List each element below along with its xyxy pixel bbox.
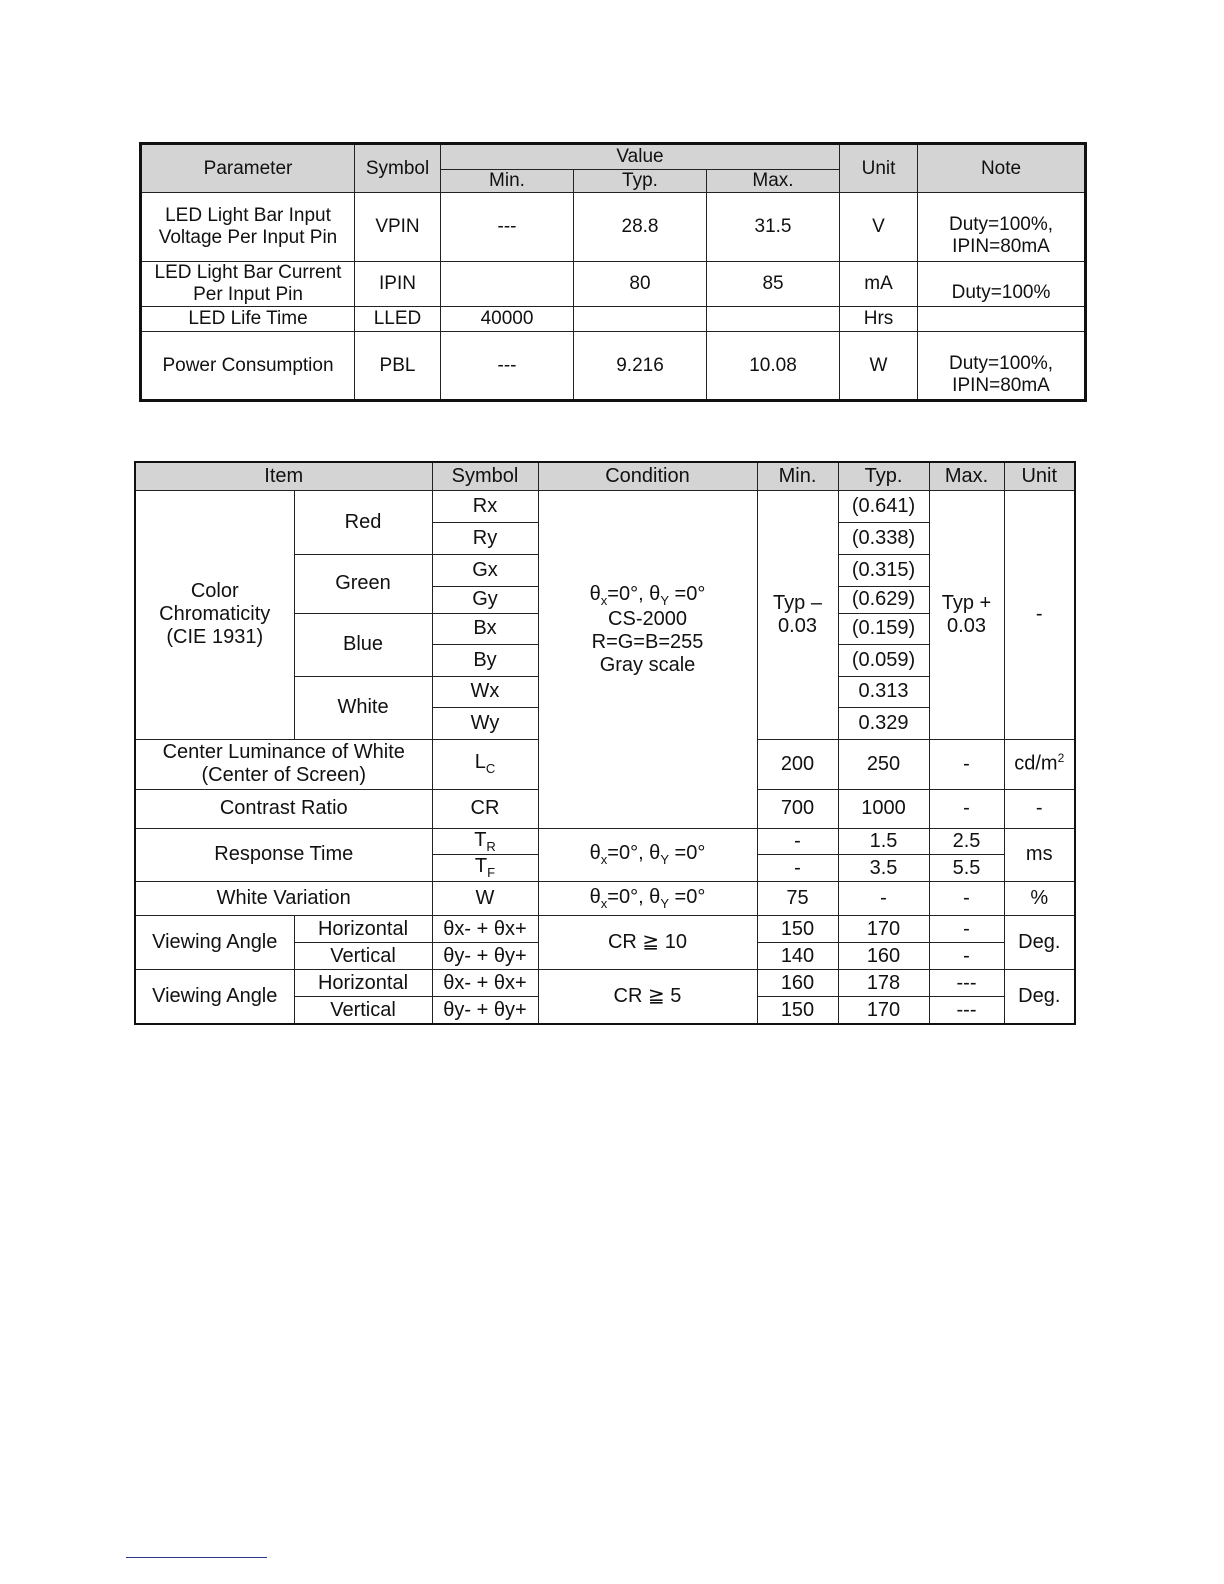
symbol-cell: VPIN <box>355 193 441 262</box>
min-cell: 140 <box>757 943 838 970</box>
table-row <box>135 828 1075 855</box>
table-row <box>141 307 1086 332</box>
condition-cell: $\theta_x=0^\circ$, $\theta_Y =0^\circ$ <box>538 828 757 882</box>
horizontal-label: Horizontal <box>294 970 432 997</box>
typ-cell: (0.159) <box>838 613 929 644</box>
condition-cell: CR ≧ 5 <box>538 970 757 1024</box>
table-row <box>141 193 1086 262</box>
symbol-cell: LLED <box>355 307 441 332</box>
symbol-cell: $L_C$ <box>432 739 538 789</box>
unit-cell: % <box>1004 882 1075 916</box>
condition-cell: CR ≧ 10 <box>538 916 757 970</box>
max-cell: 10.08 <box>707 332 840 401</box>
typ-cell: 250 <box>838 739 929 789</box>
typ-cell: (0.338) <box>838 522 929 554</box>
blue-label: Blue <box>294 613 432 676</box>
note-cell: Duty=100%, IPIN=80mA <box>918 193 1086 262</box>
luminance-label: Center Luminance of White (Center of Screen) <box>135 739 432 789</box>
max-cell: --- <box>929 970 1004 997</box>
unit-cell: - <box>1004 490 1075 739</box>
max-cell: - <box>929 916 1004 943</box>
max-cell: 5.5 <box>929 855 1004 882</box>
table-row <box>135 916 1075 943</box>
vertical-label: Vertical <box>294 997 432 1024</box>
min-cell: Typ – 0.03 <box>757 490 838 739</box>
viewing-angle-label: Viewing Angle <box>135 916 294 970</box>
min-cell: 160 <box>757 970 838 997</box>
table-row <box>135 882 1075 916</box>
contrast-label: Contrast Ratio <box>135 789 432 828</box>
typ-cell: 160 <box>838 943 929 970</box>
typ-cell: 170 <box>838 997 929 1024</box>
typ-cell: - <box>838 882 929 916</box>
header-unit: Unit <box>840 144 918 193</box>
header-min: Min. <box>441 170 574 193</box>
parameter-cell: LED Life Time <box>141 307 355 332</box>
note-cell <box>918 307 1086 332</box>
red-label: Red <box>294 490 432 554</box>
condition-cell: $\theta_x=0^\circ$, $\theta_Y =0^\circ$ CS-2000 R=G=B=255 Gray scale <box>538 490 757 828</box>
min-cell: 75 <box>757 882 838 916</box>
vertical-label: Vertical <box>294 943 432 970</box>
typ-cell: (0.641) <box>838 490 929 522</box>
table-row <box>135 970 1075 997</box>
min-cell: 150 <box>757 916 838 943</box>
max-cell: - <box>929 882 1004 916</box>
symbol-cell: By <box>432 644 538 676</box>
header-value: Value <box>441 144 840 170</box>
symbol-cell: Ry <box>432 522 538 554</box>
typ-cell: 28.8 <box>574 193 707 262</box>
white-label: White <box>294 676 432 739</box>
max-cell: 85 <box>707 262 840 307</box>
response-label: Response Time <box>135 828 432 882</box>
header-typ: Typ. <box>574 170 707 193</box>
min-cell: 40000 <box>441 307 574 332</box>
typ-cell: 178 <box>838 970 929 997</box>
typ-cell: (0.315) <box>838 554 929 586</box>
parameter-cell: Power Consumption <box>141 332 355 401</box>
header-max: Max. <box>707 170 840 193</box>
header-symbol: Symbol <box>432 462 538 490</box>
unit-cell: V <box>840 193 918 262</box>
typ-cell: (0.059) <box>838 644 929 676</box>
max-cell: - <box>929 739 1004 789</box>
typ-cell: 80 <box>574 262 707 307</box>
typ-cell: 3.5 <box>838 855 929 882</box>
symbol-cell: CR <box>432 789 538 828</box>
symbol-cell: $T_F$ <box>432 855 538 882</box>
symbol-cell: Rx <box>432 490 538 522</box>
unit-cell: W <box>840 332 918 401</box>
symbol-cell: IPIN <box>355 262 441 307</box>
footnote-divider <box>126 1557 267 1558</box>
white-variation-label: White Variation <box>135 882 432 916</box>
header-typ: Typ. <box>838 462 929 490</box>
max-cell: - <box>929 943 1004 970</box>
header-item: Item <box>135 462 432 490</box>
symbol-cell: W <box>432 882 538 916</box>
unit-cell: - <box>1004 789 1075 828</box>
typ-cell: 0.329 <box>838 707 929 739</box>
unit-cell: mA <box>840 262 918 307</box>
typ-cell <box>574 307 707 332</box>
min-cell: 700 <box>757 789 838 828</box>
max-cell <box>707 307 840 332</box>
table-row <box>135 490 1075 522</box>
note-cell: Duty=100% <box>918 262 1086 307</box>
min-cell: - <box>757 855 838 882</box>
typ-cell: 0.313 <box>838 676 929 707</box>
symbol-cell: Gx <box>432 554 538 586</box>
color-chromaticity-label: Color Chromaticity (CIE 1931) <box>135 490 294 739</box>
optical-characteristics-table <box>134 461 1076 1025</box>
symbol-cell: Bx <box>432 613 538 644</box>
parameter-cell: LED Light Bar Current Per Input Pin <box>141 262 355 307</box>
symbol-cell: $T_R$ <box>432 828 538 855</box>
header-max: Max. <box>929 462 1004 490</box>
max-cell: Typ + 0.03 <box>929 490 1004 739</box>
unit-cell: Deg. <box>1004 916 1075 970</box>
viewing-angle-label: Viewing Angle <box>135 970 294 1024</box>
unit-cell: Deg. <box>1004 970 1075 1024</box>
green-label: Green <box>294 554 432 613</box>
min-cell: 200 <box>757 739 838 789</box>
horizontal-label: Horizontal <box>294 916 432 943</box>
typ-cell: (0.629) <box>838 586 929 613</box>
symbol-cell: Wx <box>432 676 538 707</box>
condition-cell: $\theta_x=0^\circ$, $\theta_Y =0^\circ$ <box>538 882 757 916</box>
symbol-cell: θx- + θx+ <box>432 970 538 997</box>
min-cell: - <box>757 828 838 855</box>
typ-cell: 170 <box>838 916 929 943</box>
min-cell: --- <box>441 332 574 401</box>
header-parameter: Parameter <box>141 144 355 193</box>
symbol-cell: θy- + θy+ <box>432 943 538 970</box>
max-cell: - <box>929 789 1004 828</box>
header-condition: Condition <box>538 462 757 490</box>
table-row <box>141 332 1086 401</box>
min-cell: --- <box>441 193 574 262</box>
header-note: Note <box>918 144 1086 193</box>
symbol-cell: θy- + θy+ <box>432 997 538 1024</box>
led-backlight-table <box>139 142 1087 402</box>
header-unit: Unit <box>1004 462 1075 490</box>
header-symbol: Symbol <box>355 144 441 193</box>
unit-cell: ms <box>1004 828 1075 882</box>
max-cell: 31.5 <box>707 193 840 262</box>
unit-cell: $cd/m^2$ <box>1004 739 1075 789</box>
symbol-cell: θx- + θx+ <box>432 916 538 943</box>
table-row <box>141 262 1086 307</box>
parameter-cell: LED Light Bar Input Voltage Per Input Pin <box>141 193 355 262</box>
symbol-cell: PBL <box>355 332 441 401</box>
max-cell: --- <box>929 997 1004 1024</box>
note-cell: Duty=100%, IPIN=80mA <box>918 332 1086 401</box>
header-min: Min. <box>757 462 838 490</box>
symbol-cell: Wy <box>432 707 538 739</box>
typ-cell: 1.5 <box>838 828 929 855</box>
typ-cell: 1000 <box>838 789 929 828</box>
min-cell: 150 <box>757 997 838 1024</box>
unit-cell: Hrs <box>840 307 918 332</box>
max-cell: 2.5 <box>929 828 1004 855</box>
typ-cell: 9.216 <box>574 332 707 401</box>
symbol-cell: Gy <box>432 586 538 613</box>
min-cell <box>441 262 574 307</box>
